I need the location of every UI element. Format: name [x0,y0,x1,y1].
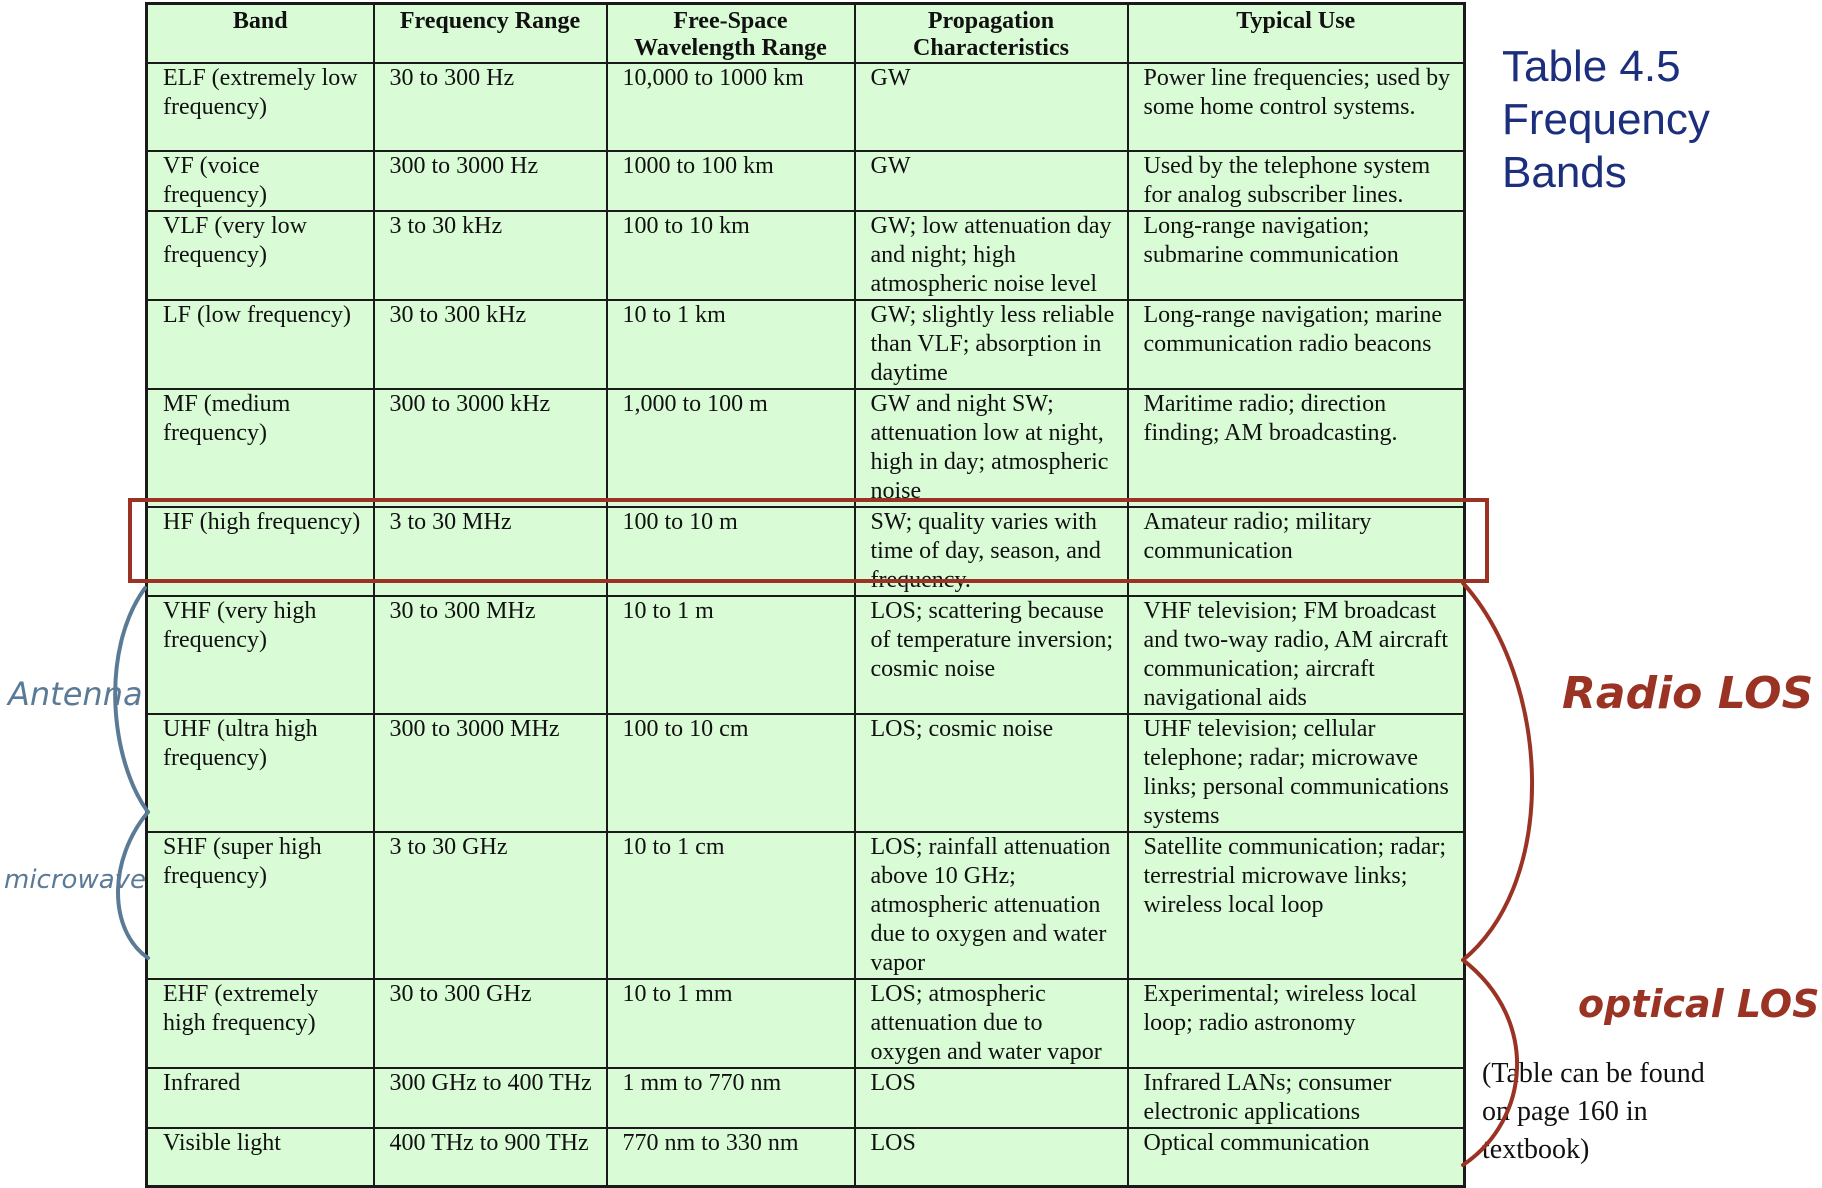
cell-wavelength: 10 to 1 cm [607,832,855,979]
header-band: Band [147,4,374,64]
cell-band: MF (medium frequency) [147,389,374,507]
cell-propagation: LOS [855,1128,1128,1186]
header-frequency-range: Frequency Range [374,4,607,64]
cell-use: UHF television; cellular telephone; radar; microwave links; personal communications systems [1128,714,1465,832]
cell-band: HF (high frequency) [147,507,374,596]
cell-frequency: 300 to 3000 Hz [374,151,607,211]
cell-wavelength: 10,000 to 1000 km [607,63,855,151]
header-typical-use: Typical Use [1128,4,1465,64]
cell-wavelength: 1 mm to 770 nm [607,1068,855,1128]
cell-propagation: GW and night SW; attenuation low at night, high in day; atmospheric noise [855,389,1128,507]
cell-frequency: 3 to 30 MHz [374,507,607,596]
table-header-row [147,4,1465,64]
cell-band: UHF (ultra high frequency) [147,714,374,832]
cell-use: Satellite communication; radar; terrestrial microwave links; wireless local loop [1128,832,1465,979]
cell-frequency: 400 THz to 900 THz [374,1128,607,1186]
header-wavelength-range: Free-Space Wavelength Range [607,4,855,64]
table-row [147,211,1465,300]
cell-band: VHF (very high frequency) [147,596,374,714]
optical-los-annotation: optical LOS [1578,982,1820,1026]
cell-propagation: GW; slightly less reliable than VLF; absorption in daytime [855,300,1128,389]
caption-line-2: Frequency [1502,95,1710,144]
cell-use: Infrared LANs; consumer electronic applications [1128,1068,1465,1128]
antenna-annotation: Antenna [8,675,143,713]
table-row [147,596,1465,714]
cell-frequency: 300 to 3000 MHz [374,714,607,832]
cell-band: SHF (super high frequency) [147,832,374,979]
cell-use: Amateur radio; military communication [1128,507,1465,596]
cell-use: Optical communication [1128,1128,1465,1186]
caption-line-1: Table 4.5 [1502,42,1681,91]
cell-band: LF (low frequency) [147,300,374,389]
cell-wavelength: 1000 to 100 km [607,151,855,211]
cell-propagation: GW [855,151,1128,211]
frequency-bands-table [145,2,1466,1188]
table-row [147,151,1465,211]
cell-band: Infrared [147,1068,374,1128]
cell-wavelength: 100 to 10 m [607,507,855,596]
cell-band: VF (voice frequency) [147,151,374,211]
cell-frequency: 30 to 300 MHz [374,596,607,714]
cell-frequency: 30 to 300 GHz [374,979,607,1068]
cell-use: Used by the telephone system for analog subscriber lines. [1128,151,1465,211]
cell-band: VLF (very low frequency) [147,211,374,300]
cell-propagation: LOS; cosmic noise [855,714,1128,832]
cell-wavelength: 100 to 10 cm [607,714,855,832]
radio-los-annotation: Radio LOS [1562,668,1814,719]
table-row [147,63,1465,151]
cell-frequency: 300 GHz to 400 THz [374,1068,607,1128]
cell-propagation: LOS [855,1068,1128,1128]
cell-use: Maritime radio; direction finding; AM broadcasting. [1128,389,1465,507]
header-propagation: Propagation Characteristics [855,4,1128,64]
cell-use: Experimental; wireless local loop; radio astronomy [1128,979,1465,1068]
cell-use: Power line frequencies; used by some home control systems. [1128,63,1465,151]
cell-propagation: LOS; rainfall attenuation above 10 GHz; atmospheric attenuation due to oxygen and water vapor [855,832,1128,979]
cell-wavelength: 10 to 1 m [607,596,855,714]
table-row [147,507,1465,596]
cell-wavelength: 10 to 1 km [607,300,855,389]
table-row [147,1068,1465,1128]
cell-propagation: LOS; atmospheric attenuation due to oxygen and water vapor [855,979,1128,1068]
cell-band: Visible light [147,1128,374,1186]
cell-frequency: 30 to 300 Hz [374,63,607,151]
cell-frequency: 30 to 300 kHz [374,300,607,389]
table-row [147,979,1465,1068]
table-row [147,832,1465,979]
cell-propagation: LOS; scattering because of temperature inversion; cosmic noise [855,596,1128,714]
cell-use: Long-range navigation; marine communication radio beacons [1128,300,1465,389]
cell-frequency: 300 to 3000 kHz [374,389,607,507]
cell-wavelength: 10 to 1 mm [607,979,855,1068]
cell-propagation: GW; low attenuation day and night; high atmospheric noise level [855,211,1128,300]
microwave-annotation: microwave [4,865,147,895]
textbook-page-note: (Table can be found on page 160 in textbook) [1482,1058,1705,1165]
cell-wavelength: 770 nm to 330 nm [607,1128,855,1186]
cell-wavelength: 100 to 10 km [607,211,855,300]
cell-frequency: 3 to 30 GHz [374,832,607,979]
cell-use: VHF television; FM broadcast and two-way radio, AM aircraft communication; aircraft navigational aids [1128,596,1465,714]
table-row [147,389,1465,507]
cell-use: Long-range navigation; submarine communication [1128,211,1465,300]
cell-frequency: 3 to 30 kHz [374,211,607,300]
cell-propagation: SW; quality varies with time of day, season, and frequency. [855,507,1128,596]
caption-line-3: Bands [1502,148,1627,197]
cell-band: ELF (extremely low frequency) [147,63,374,151]
radio-los-brace [1463,583,1532,960]
table-row [147,300,1465,389]
cell-propagation: GW [855,63,1128,151]
table-row [147,714,1465,832]
cell-wavelength: 1,000 to 100 m [607,389,855,507]
cell-band: EHF (extremely high frequency) [147,979,374,1068]
table-caption [1502,40,1710,199]
table-row [147,1128,1465,1186]
